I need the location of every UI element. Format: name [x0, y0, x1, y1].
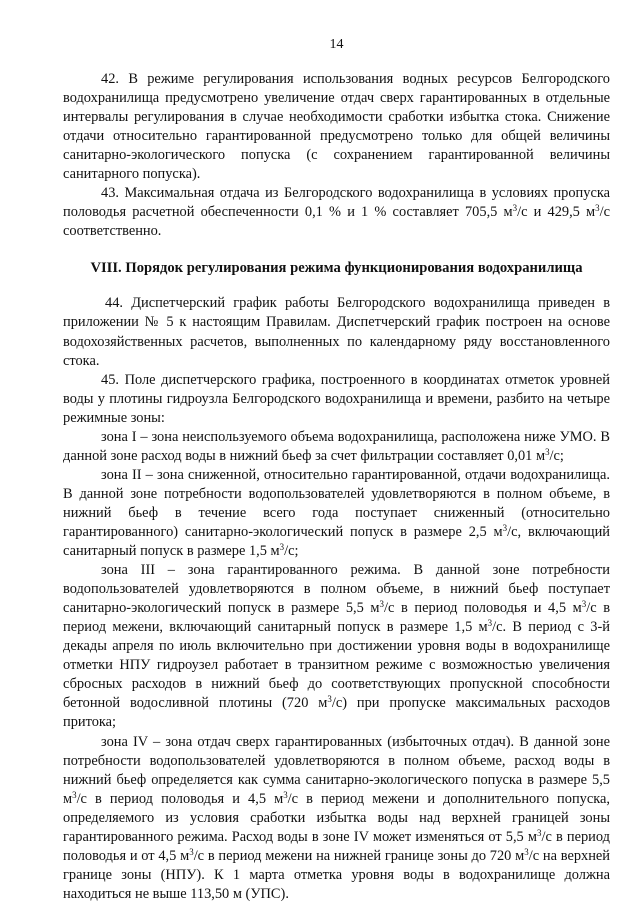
section-heading: VIII. Порядок регулирования режима функционирования водохранилища	[90, 260, 583, 277]
unit-superscript: 3	[189, 846, 194, 857]
zone-1-paragraph: зона I – зона неиспользуемого объема водохранилища, расположена ниже УМО. В данной зоне расход воды в нижний бьеф за счет фильтрации составляет 0,01 $м^3/с$;	[63, 428, 610, 464]
unit-superscript: 3	[545, 446, 550, 457]
paragraph-43: 43. Максимальная отдача из Белгородского водохранилища в условиях пропуска половодья расчетной обеспеченности 0,1 % и 1 % составляет 705,5 $м^3/с$ и 429,5 $м^3/с$ соответственно.	[63, 185, 610, 240]
unit-superscript: 3	[72, 789, 77, 800]
zone-2-paragraph: зона II – зона сниженной, относительно гарантированной, отдачи водохранилища. В данной зоне потребности водопользователей удовлетворяются в полном объеме, в нижний бьеф в течение всего года поступает сниженный (относительно гарантированного) санитарно-экологический попуск в размере 2,5 $м^3/с$, включающий санитарный попуск в размере 1,5 $м^3/с$;	[63, 466, 610, 560]
unit-superscript: 3	[487, 618, 493, 629]
zone-4-paragraph: зона IV – зона отдач сверх гарантированных (избыточных отдач). В данной зоне потребности водопользователей удовлетворяются в полном объеме, расход воды в нижний бьеф определяется как сумма санитарно-экологического попуска в размере 5,5 $м^3/с$ в период половодья и 4,5 $м^3/с$ в период межени и дополнительного попуска, определяемого из условия сработки избытка воды над верхней границей зоны гарантированного режима. Расход воды в зоне IV может изменяться от 5,5 $м^3/с$ в период половодья и от 4,5 $м^3/с$ в период межени на нижней границе зоны до 720 $м^3/с$ на верхней границе зоны (НПУ). К 1 марта отметка уровня воды в водохранилище должна находиться не выше 113,50 м (УПС).	[63, 733, 611, 902]
paragraph-42: 42. В режиме регулирования использования водных ресурсов Белгородского водохранилища предусмотрено увеличение отдач сверх гарантированных в отдельные интервалы регулирования в случае необходимости сработки избытка стока. Снижение отдачи относительно гарантированной предусмотрено только для общей величины санитарно-экологического попуска (с сохранением гарантированной величины санитарного попуска).	[63, 71, 610, 183]
unit-superscript: 3	[279, 542, 285, 553]
unit-superscript: 3	[595, 203, 600, 214]
unit-superscript: 3	[502, 523, 508, 534]
paragraph-45: 45. Поле диспетчерского графика, построенного в координатах отметок уровней воды у плотины гидроузла Белгородского водохранилища и времени, разбито на четыре режимные зоны:	[63, 371, 610, 426]
unit-superscript: 3	[379, 599, 384, 610]
document-body	[63, 70, 610, 904]
unit-superscript: 3	[537, 827, 542, 838]
unit-superscript: 3	[581, 599, 587, 610]
unit-superscript: 3	[512, 203, 518, 214]
unit-superscript: 3	[327, 694, 332, 705]
unit-superscript: 3	[524, 846, 529, 857]
zone-3-paragraph: зона III – зона гарантированного режима. В данной зоне потребности водопользователей удовлетворяются в полном объеме, в нижний бьеф поступает санитарно-экологический попуск в размере 5,5 $м^3/с$ в период половодья и 4,5 $м^3/с$ в период межени, включающий санитарный попуск в размере 1,5 $м^3/с$. В период с 3-й декады апреля по июль включительно при достижении уровня воды в водохранилище отметки НПУ гидроузел работает в транзитном режиме с возможностью увеличения сбросных расходов в нижний бьеф до соответствующих пропускной способности бетонной водосливной плотины (720 $м^3/с$) при пропуске максимальных расходов притока;	[63, 562, 611, 731]
page-number: 14	[329, 37, 344, 52]
paragraph-44: 44. Диспетчерский график работы Белгородского водохранилища приведен в приложении № 5 к настоящим Правилам. Диспетчерский график построен на основе водохозяйственных расчетов, выполненных по календарному ряду восстановленного стока.	[63, 295, 610, 369]
unit-superscript: 3	[283, 789, 288, 800]
